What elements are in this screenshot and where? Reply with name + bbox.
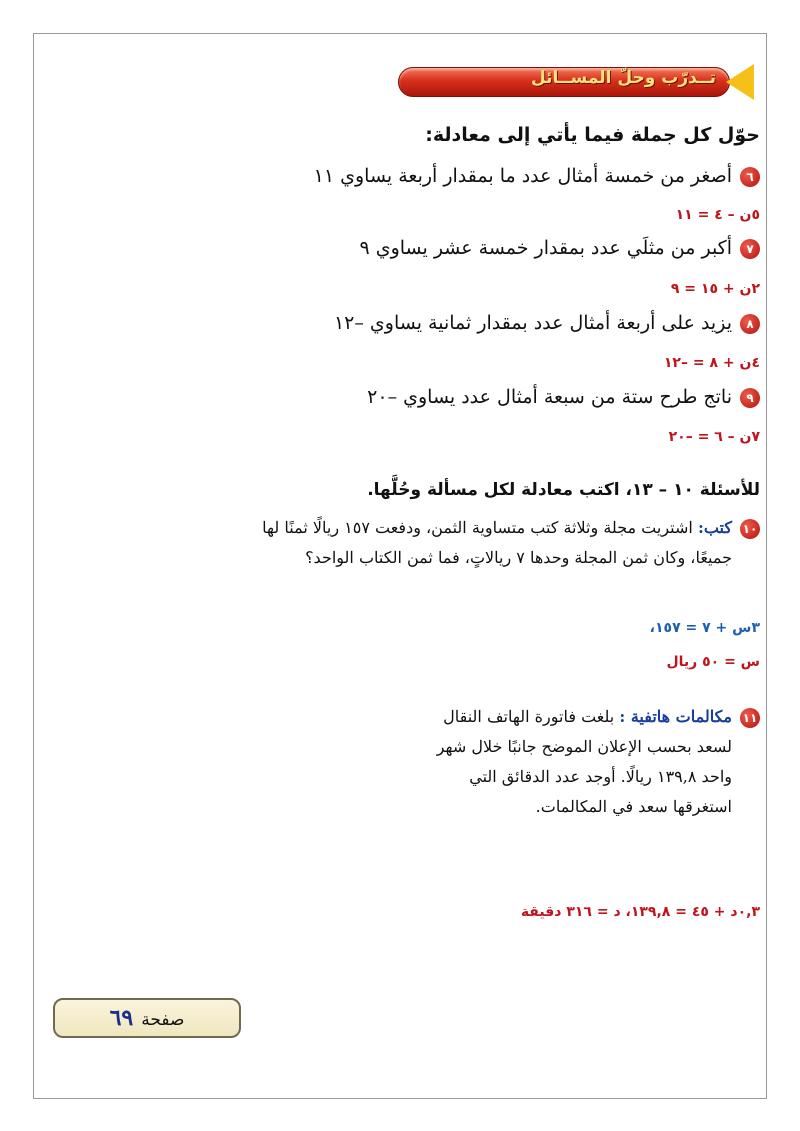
page-number: ٦٩ <box>109 1005 134 1031</box>
problem-7-number: ٧ <box>740 239 760 259</box>
problem-10 <box>80 513 760 573</box>
answer-11: ٠,٣د + ٤٥ = ١٣٩,٨، د = ٣١٦ دقيقة <box>520 904 760 920</box>
problem-9-text: ناتج طرح ستة من سبعة أمثال عدد يساوي –٢٠ <box>367 386 732 408</box>
section1-heading: حوّل كل جملة فيما يأتي إلى معادلة: <box>425 124 760 146</box>
problem-10-line1 <box>80 513 760 543</box>
answer-7: ٢ن + ١٥ = ٩ <box>670 281 760 297</box>
problem-11-tag: مكالمات هاتفية : <box>619 707 732 726</box>
answer-10-result: س = ٥٠ ريال <box>666 654 760 670</box>
section-banner <box>398 64 754 100</box>
problem-10-text-1: اشتريت مجلة وثلاثة كتب متساوية الثمن، ودفعت ١٥٧ ريالًا ثمنًا لها <box>262 518 693 537</box>
problem-6-text: أصغر من خمسة أمثال عدد ما بمقدار أربعة يساوي ١١ <box>313 165 732 187</box>
problem-7 <box>359 237 760 259</box>
answer-9: ٧ن – ٦ = –٢٠ <box>668 429 760 445</box>
problem-8 <box>334 312 760 334</box>
problem-11 <box>320 702 760 822</box>
answer-10-equation: ٣س + ٧ = ١٥٧، <box>649 620 760 636</box>
answer-6: ٥ن – ٤ = ١١ <box>675 207 760 223</box>
problem-9 <box>367 386 760 408</box>
problem-6-number: ٦ <box>740 167 760 187</box>
problem-11-text-4: استغرقها سعد في المكالمات. <box>535 797 732 816</box>
problem-11-line1 <box>320 702 760 732</box>
problem-11-text-3: واحد ١٣٩,٨ ريالًا. أوجد عدد الدقائق التي <box>469 767 732 786</box>
problem-6 <box>314 165 760 187</box>
answer-8: ٤ن + ٨ = –١٢ <box>663 355 760 371</box>
problem-9-number: ٩ <box>740 388 760 408</box>
problem-11-text-1: بلغت فاتورة الهاتف النقال <box>443 707 615 726</box>
problem-11-number: ١١ <box>740 708 760 728</box>
problem-10-tag: كتب: <box>697 518 732 537</box>
section2-heading: للأسئلة ١٠ – ١٣، اكتب معادلة لكل مسألة وحُلَّها. <box>367 480 760 500</box>
problem-10-text-2: جميعًا، وكان ثمن المجلة وحدها ٧ ريالاتٍ، فما ثمن الكتاب الواحد؟ <box>305 548 732 567</box>
problem-8-number: ٨ <box>740 314 760 334</box>
problem-8-text: يزيد على أربعة أمثال عدد بمقدار ثمانية يساوي –١٢ <box>333 312 732 334</box>
banner-title: تــدرّب وحلّ المســائل <box>531 68 716 88</box>
problem-11-text-2: لسعد بحسب الإعلان الموضح جانبًا خلال شهر <box>436 737 732 756</box>
problem-7-text: أكبر من مثلَي عدد بمقدار خمسة عشر يساوي ٩ <box>359 237 732 259</box>
problem-10-number: ١٠ <box>740 519 760 539</box>
page-label: صفحة <box>141 1010 185 1030</box>
banner-arrow-icon <box>726 64 754 100</box>
page-number-box <box>53 998 241 1038</box>
